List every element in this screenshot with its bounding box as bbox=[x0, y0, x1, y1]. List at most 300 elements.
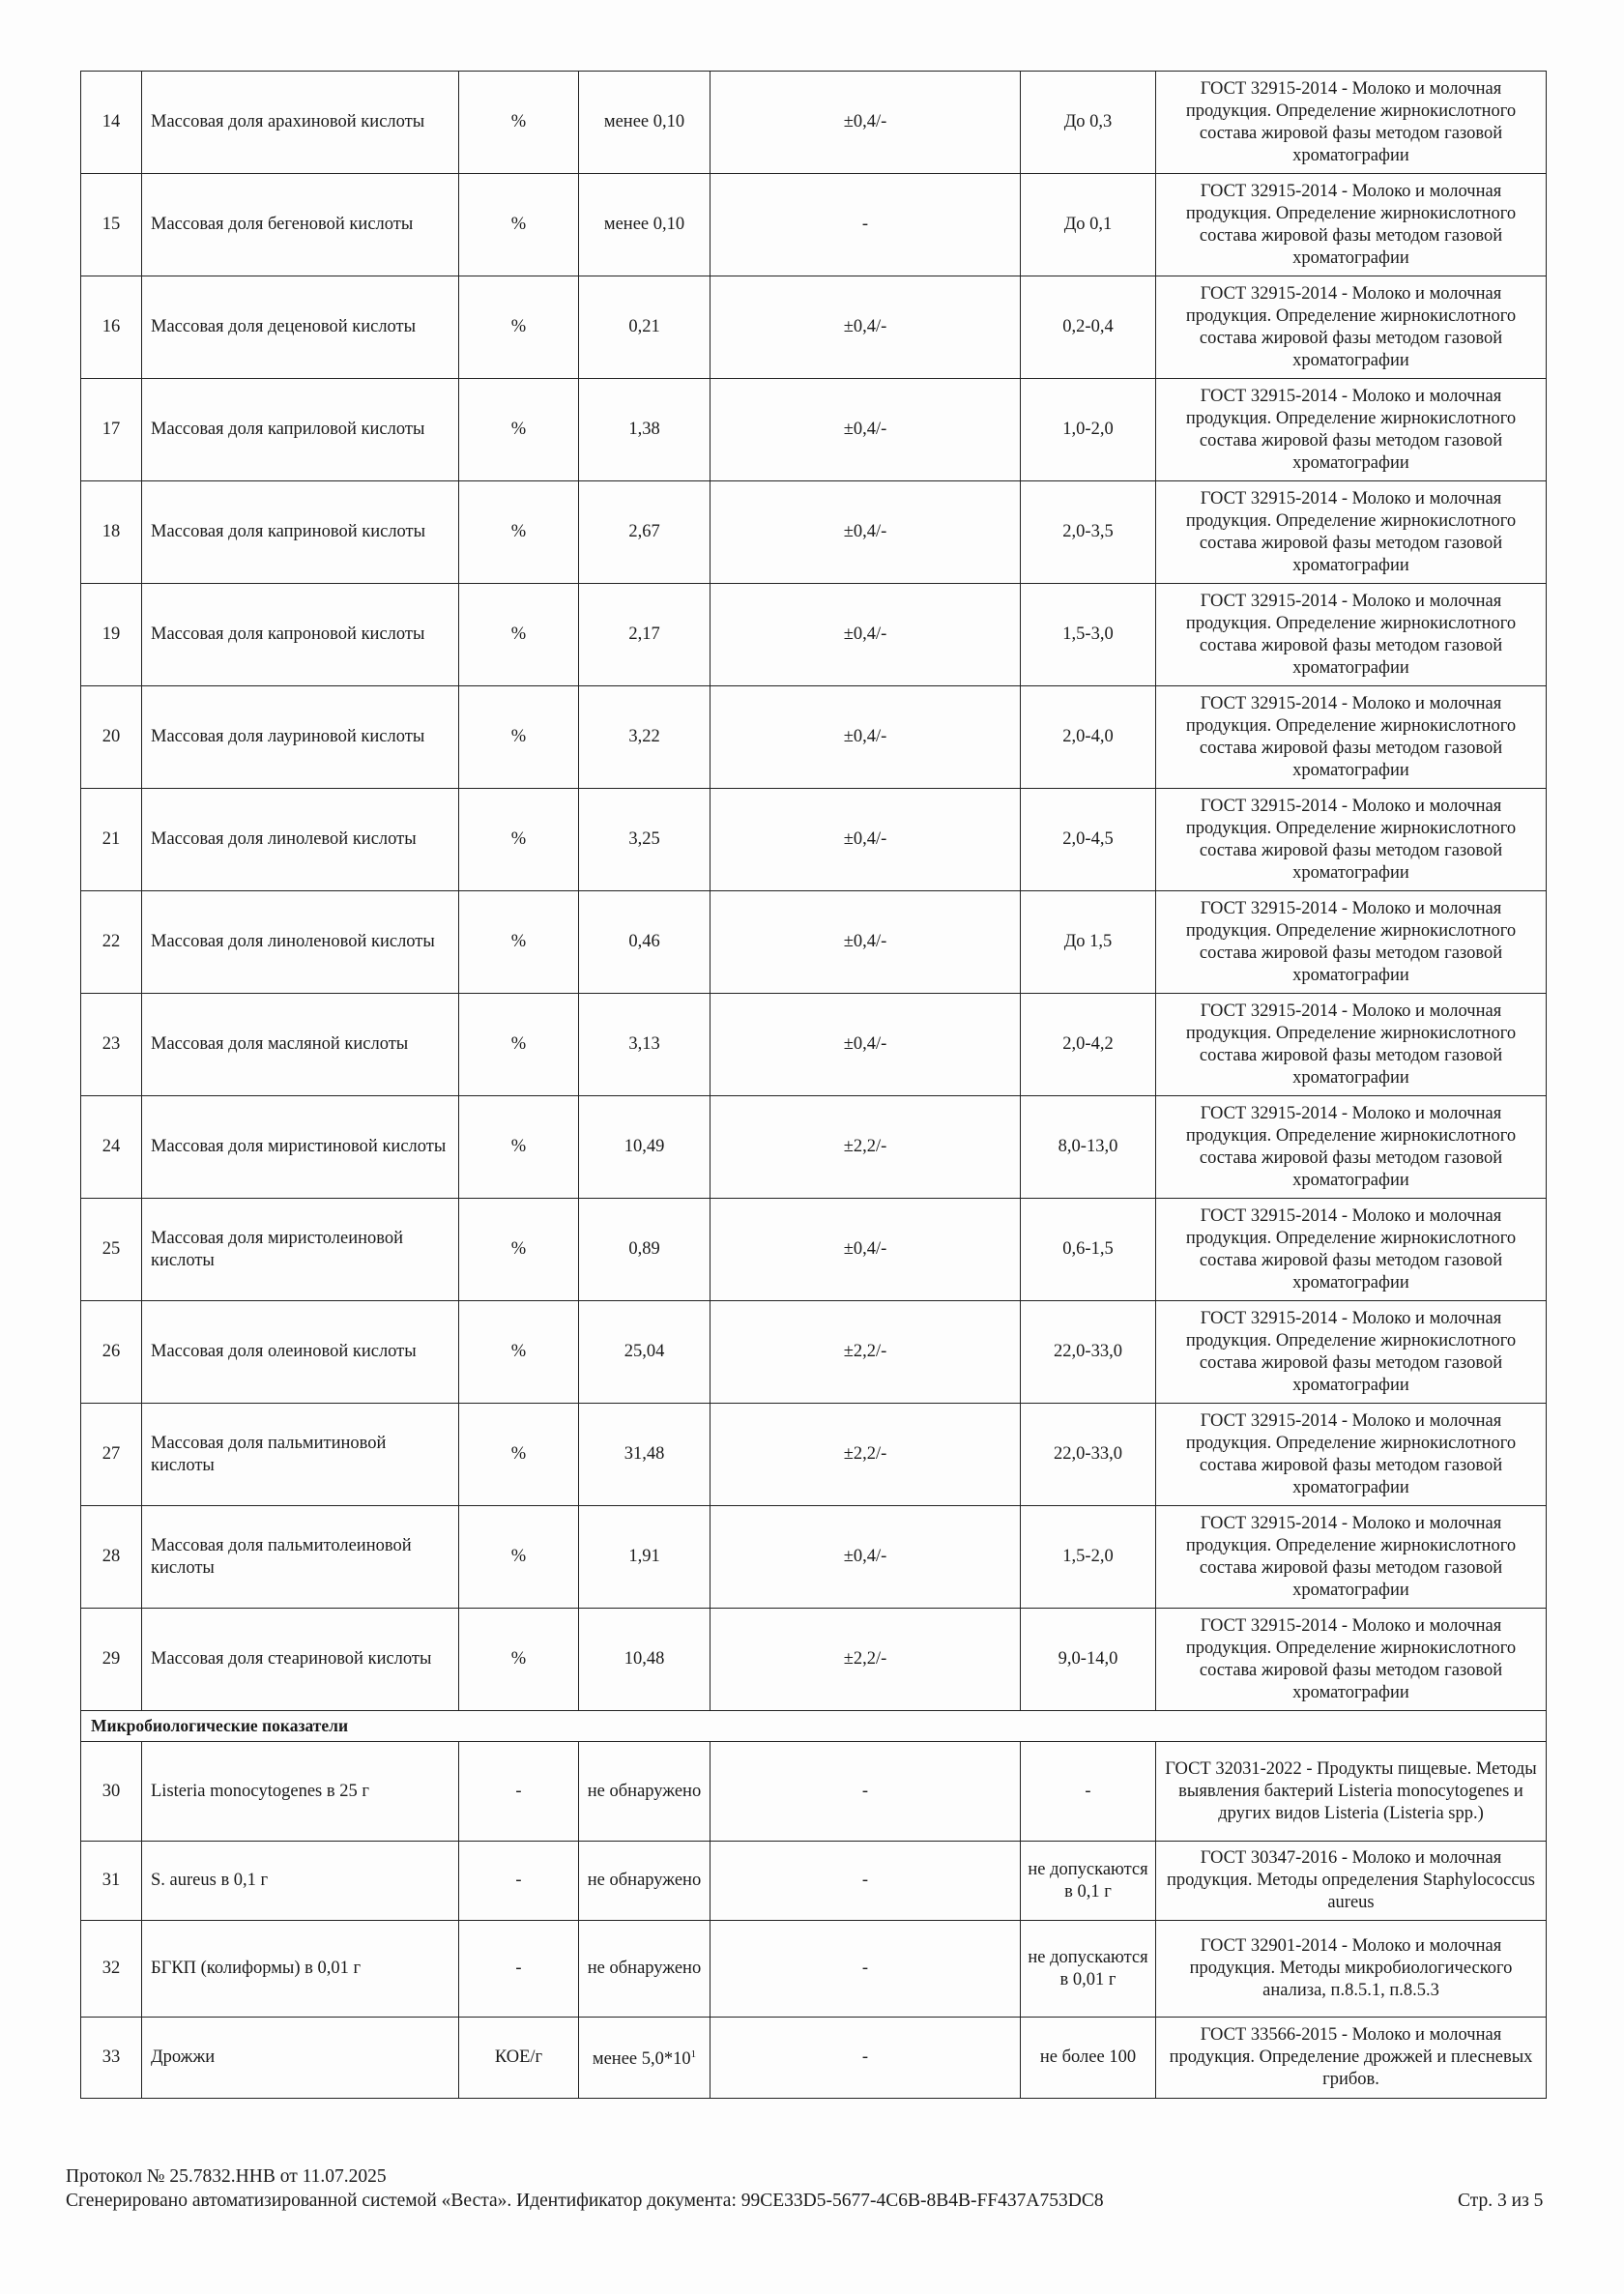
row-number bbox=[81, 2018, 142, 2099]
uncertainty bbox=[710, 1404, 1021, 1506]
uncertainty bbox=[710, 174, 1021, 276]
indicator-name bbox=[142, 1404, 459, 1506]
norm-value bbox=[1021, 379, 1156, 481]
result-value bbox=[579, 686, 710, 789]
unit-text: % bbox=[510, 1034, 527, 1054]
test-method bbox=[1156, 1842, 1547, 1921]
uncertainty-text: ±2,2/- bbox=[843, 1137, 887, 1156]
row-number bbox=[81, 1921, 142, 2018]
result-value bbox=[579, 276, 710, 379]
test-method-text: ГОСТ 32915-2014 - Молоко и молочная продукция. Определение жирнокислотного состава жировой фазы методом газовой хроматографии bbox=[1185, 488, 1517, 575]
row-number bbox=[81, 891, 142, 994]
result-value bbox=[579, 379, 710, 481]
unit bbox=[459, 1842, 579, 1921]
test-method-text: ГОСТ 32915-2014 - Молоко и молочная продукция. Определение жирнокислотного состава жировой фазы методом газовой хроматографии bbox=[1185, 1001, 1517, 1088]
row-number bbox=[81, 1404, 142, 1506]
indicator-name bbox=[142, 174, 459, 276]
test-method bbox=[1156, 1199, 1547, 1301]
result-value bbox=[579, 994, 710, 1096]
unit bbox=[459, 72, 579, 174]
indicator-name bbox=[142, 1842, 459, 1921]
test-method bbox=[1156, 174, 1547, 276]
uncertainty-text: - bbox=[861, 2047, 869, 2067]
uncertainty bbox=[710, 891, 1021, 994]
unit-text: % bbox=[510, 420, 527, 439]
norm-value-text: 9,0-14,0 bbox=[1058, 1649, 1118, 1669]
indicator-name bbox=[142, 1506, 459, 1609]
test-method-text: ГОСТ 32915-2014 - Молоко и молочная продукция. Определение жирнокислотного состава жировой фазы методом газовой хроматографии bbox=[1185, 898, 1517, 985]
result-value-text: 10,48 bbox=[624, 1649, 665, 1669]
row-number-text: 15 bbox=[102, 215, 121, 234]
uncertainty-text: ±0,4/- bbox=[843, 829, 887, 849]
result-value-text: 0,21 bbox=[628, 317, 660, 336]
norm-value bbox=[1021, 481, 1156, 584]
result-value bbox=[579, 481, 710, 584]
indicator-name-text: Массовая доля олеиновой кислоты bbox=[151, 1342, 417, 1361]
norm-value-text: не допускаются в 0,01 г bbox=[1028, 1947, 1148, 1989]
row-number bbox=[81, 994, 142, 1096]
norm-value-text: 2,0-4,0 bbox=[1062, 727, 1114, 746]
uncertainty-text: - bbox=[861, 215, 869, 234]
row-number-text: 21 bbox=[102, 829, 121, 849]
norm-value bbox=[1021, 1301, 1156, 1404]
unit bbox=[459, 2018, 579, 2099]
row-number-text: 31 bbox=[102, 1871, 121, 1890]
result-value bbox=[579, 1096, 710, 1199]
uncertainty bbox=[710, 481, 1021, 584]
indicator-name-text: Массовая доля капроновой кислоты bbox=[151, 624, 425, 644]
test-method-text: ГОСТ 32915-2014 - Молоко и молочная продукция. Определение жирнокислотного состава жировой фазы методом газовой хроматографии bbox=[1185, 78, 1517, 165]
table-row bbox=[81, 1842, 1547, 1921]
test-method-text: ГОСТ 32915-2014 - Молоко и молочная продукция. Определение жирнокислотного состава жировой фазы методом газовой хроматографии bbox=[1185, 1308, 1517, 1395]
test-method-text: ГОСТ 32915-2014 - Молоко и молочная продукция. Определение жирнокислотного состава жировой фазы методом газовой хроматографии bbox=[1185, 283, 1517, 370]
results-table bbox=[80, 71, 1547, 2099]
norm-value bbox=[1021, 1742, 1156, 1842]
table-row bbox=[81, 174, 1547, 276]
test-method bbox=[1156, 2018, 1547, 2099]
indicator-name-text: Массовая доля пальмитиновой кислоты bbox=[151, 1433, 387, 1475]
uncertainty-text: - bbox=[861, 1871, 869, 1890]
result-value-text: 31,48 bbox=[624, 1444, 665, 1464]
test-method bbox=[1156, 1506, 1547, 1609]
indicator-name-text: S. aureus в 0,1 г bbox=[151, 1871, 269, 1890]
result-value bbox=[579, 1506, 710, 1609]
unit-text: % bbox=[510, 112, 527, 131]
uncertainty bbox=[710, 276, 1021, 379]
result-value-text: 10,49 bbox=[624, 1137, 665, 1156]
test-method bbox=[1156, 276, 1547, 379]
norm-value bbox=[1021, 789, 1156, 891]
result-exponent: 1 bbox=[690, 2048, 697, 2061]
uncertainty-text: ±0,4/- bbox=[843, 112, 887, 131]
table-row bbox=[81, 891, 1547, 994]
test-method bbox=[1156, 891, 1547, 994]
indicator-name-text: Массовая доля каприловой кислоты bbox=[151, 420, 425, 439]
uncertainty bbox=[710, 584, 1021, 686]
norm-value bbox=[1021, 276, 1156, 379]
row-number-text: 22 bbox=[102, 932, 121, 951]
uncertainty-text: ±2,2/- bbox=[843, 1342, 887, 1361]
uncertainty-text: ±0,4/- bbox=[843, 317, 887, 336]
unit-text: % bbox=[510, 727, 527, 746]
unit bbox=[459, 1096, 579, 1199]
test-method-text: ГОСТ 32915-2014 - Молоко и молочная продукция. Определение жирнокислотного состава жировой фазы методом газовой хроматографии bbox=[1185, 1410, 1517, 1497]
indicator-name-text: Массовая доля масляной кислоты bbox=[151, 1034, 409, 1054]
indicator-name-text: Listeria monocytogenes в 25 г bbox=[151, 1781, 369, 1801]
test-method bbox=[1156, 789, 1547, 891]
result-value-text: 0,89 bbox=[628, 1239, 660, 1259]
norm-value bbox=[1021, 891, 1156, 994]
indicator-name-text: Массовая доля стеариновой кислоты bbox=[151, 1649, 432, 1669]
result-value-text: 3,13 bbox=[628, 1034, 660, 1054]
indicator-name-text: Массовая доля миристолеиновой кислоты bbox=[151, 1228, 404, 1270]
unit bbox=[459, 1199, 579, 1301]
table-row bbox=[81, 72, 1547, 174]
table-body bbox=[81, 72, 1547, 2099]
result-value bbox=[579, 891, 710, 994]
row-number bbox=[81, 1096, 142, 1199]
unit-text: % bbox=[510, 215, 527, 234]
table-row bbox=[81, 481, 1547, 584]
test-method-text: ГОСТ 32901-2014 - Молоко и молочная продукция. Методы микробиологического анализа, п.8.5.1, п.8.5.3 bbox=[1189, 1936, 1513, 2000]
unit bbox=[459, 686, 579, 789]
norm-value-text: не допускаются в 0,1 г bbox=[1028, 1859, 1148, 1902]
norm-value-text: 8,0-13,0 bbox=[1058, 1137, 1118, 1156]
result-value bbox=[579, 2018, 710, 2099]
row-number-text: 14 bbox=[102, 112, 121, 131]
unit-text: - bbox=[515, 1959, 522, 1978]
unit bbox=[459, 379, 579, 481]
indicator-name-text: Массовая доля миристиновой кислоты bbox=[151, 1137, 447, 1156]
table-row bbox=[81, 686, 1547, 789]
row-number-text: 30 bbox=[102, 1781, 121, 1801]
row-number bbox=[81, 379, 142, 481]
uncertainty-text: ±0,4/- bbox=[843, 727, 887, 746]
test-method bbox=[1156, 1609, 1547, 1711]
unit-text: % bbox=[510, 317, 527, 336]
unit bbox=[459, 994, 579, 1096]
row-number bbox=[81, 174, 142, 276]
row-number bbox=[81, 789, 142, 891]
result-value bbox=[579, 72, 710, 174]
table-row bbox=[81, 1742, 1547, 1842]
test-method bbox=[1156, 584, 1547, 686]
indicator-name-text: Массовая доля линоленовой кислоты bbox=[151, 932, 435, 951]
result-value bbox=[579, 1301, 710, 1404]
result-value bbox=[579, 1842, 710, 1921]
table-row bbox=[81, 994, 1547, 1096]
test-method bbox=[1156, 1301, 1547, 1404]
indicator-name-text: Массовая доля лауриновой кислоты bbox=[151, 727, 425, 746]
row-number bbox=[81, 1506, 142, 1609]
result-value-text: менее 0,10 bbox=[603, 112, 685, 131]
table-row bbox=[81, 2018, 1547, 2099]
uncertainty bbox=[710, 1096, 1021, 1199]
indicator-name-text: Массовая доля деценовой кислоты bbox=[151, 317, 417, 336]
table-row bbox=[81, 1096, 1547, 1199]
norm-value-text: 2,0-3,5 bbox=[1062, 522, 1114, 541]
test-method-text: ГОСТ 30347-2016 - Молоко и молочная продукция. Методы определения Staphylococcus aureus bbox=[1166, 1848, 1535, 1912]
uncertainty bbox=[710, 994, 1021, 1096]
unit-text: % bbox=[510, 1649, 527, 1669]
row-number-text: 24 bbox=[102, 1137, 121, 1156]
indicator-name-text: Дрожжи bbox=[151, 2047, 216, 2067]
uncertainty-text: ±2,2/- bbox=[843, 1444, 887, 1464]
test-method bbox=[1156, 1096, 1547, 1199]
unit-text: % bbox=[510, 1239, 527, 1259]
result-value bbox=[579, 1742, 710, 1842]
unit-text: КОЕ/г bbox=[494, 2047, 543, 2067]
row-number bbox=[81, 481, 142, 584]
indicator-name bbox=[142, 481, 459, 584]
row-number-text: 19 bbox=[102, 624, 121, 644]
unit bbox=[459, 1404, 579, 1506]
uncertainty bbox=[710, 72, 1021, 174]
test-method-text: ГОСТ 32915-2014 - Молоко и молочная продукция. Определение жирнокислотного состава жировой фазы методом газовой хроматографии bbox=[1185, 693, 1517, 780]
result-value-text: 3,22 bbox=[628, 727, 660, 746]
unit bbox=[459, 276, 579, 379]
uncertainty bbox=[710, 789, 1021, 891]
table-row bbox=[81, 584, 1547, 686]
indicator-name bbox=[142, 379, 459, 481]
norm-value-text: 1,5-2,0 bbox=[1062, 1547, 1114, 1566]
test-method bbox=[1156, 72, 1547, 174]
indicator-name-text: Массовая доля бегеновой кислоты bbox=[151, 215, 414, 234]
indicator-name bbox=[142, 686, 459, 789]
unit bbox=[459, 1301, 579, 1404]
norm-value-text: До 1,5 bbox=[1063, 932, 1113, 951]
uncertainty-text: ±0,4/- bbox=[843, 522, 887, 541]
table-row bbox=[81, 276, 1547, 379]
uncertainty-text: ±0,4/- bbox=[843, 420, 887, 439]
norm-value-text: - bbox=[1085, 1781, 1091, 1801]
unit-text: % bbox=[510, 829, 527, 849]
indicator-name bbox=[142, 584, 459, 686]
page-number: Стр. 3 из 5 bbox=[1458, 2191, 1544, 2211]
result-value-text: менее 0,10 bbox=[603, 215, 685, 234]
table-row bbox=[81, 1609, 1547, 1711]
uncertainty-text: ±2,2/- bbox=[843, 1649, 887, 1669]
test-method-text: ГОСТ 33566-2015 - Молоко и молочная продукция. Определение дрожжей и плесневых грибов. bbox=[1169, 2025, 1533, 2089]
table-row bbox=[81, 1301, 1547, 1404]
unit-text: % bbox=[510, 932, 527, 951]
row-number bbox=[81, 1301, 142, 1404]
norm-value bbox=[1021, 174, 1156, 276]
row-number bbox=[81, 1842, 142, 1921]
unit-text: % bbox=[510, 1137, 527, 1156]
norm-value bbox=[1021, 1096, 1156, 1199]
norm-value-text: До 0,3 bbox=[1063, 112, 1113, 131]
row-number bbox=[81, 1199, 142, 1301]
result-value bbox=[579, 789, 710, 891]
unit bbox=[459, 584, 579, 686]
result-value-text: 2,17 bbox=[628, 624, 660, 644]
indicator-name bbox=[142, 789, 459, 891]
uncertainty bbox=[710, 379, 1021, 481]
result-value-text: 1,91 bbox=[628, 1547, 660, 1566]
row-number-text: 18 bbox=[102, 522, 121, 541]
row-number bbox=[81, 1609, 142, 1711]
row-number-text: 32 bbox=[102, 1959, 121, 1978]
section-title: Микробиологические показатели bbox=[81, 1711, 1547, 1742]
indicator-name bbox=[142, 1921, 459, 2018]
norm-value-text: 1,5-3,0 bbox=[1062, 624, 1114, 644]
row-number-text: 25 bbox=[102, 1239, 121, 1259]
result-value-text: 0,46 bbox=[628, 932, 660, 951]
table-row bbox=[81, 1199, 1547, 1301]
indicator-name-text: Массовая доля каприновой кислоты bbox=[151, 522, 426, 541]
row-number-text: 20 bbox=[102, 727, 121, 746]
unit bbox=[459, 1742, 579, 1842]
indicator-name bbox=[142, 1609, 459, 1711]
unit bbox=[459, 891, 579, 994]
uncertainty-text: - bbox=[861, 1781, 869, 1801]
result-value-text: 2,67 bbox=[628, 522, 660, 541]
indicator-name-text: Массовая доля линолевой кислоты bbox=[151, 829, 417, 849]
result-value-text: 1,38 bbox=[628, 420, 660, 439]
row-number-text: 23 bbox=[102, 1034, 121, 1054]
table-row bbox=[81, 1506, 1547, 1609]
norm-value bbox=[1021, 1506, 1156, 1609]
table-row bbox=[81, 1404, 1547, 1506]
indicator-name-text: БГКП (колиформы) в 0,01 г bbox=[151, 1959, 362, 1978]
result-value bbox=[579, 1199, 710, 1301]
row-number-text: 16 bbox=[102, 317, 121, 336]
table-row bbox=[81, 1921, 1547, 2018]
norm-value-text: 2,0-4,2 bbox=[1062, 1034, 1114, 1054]
row-number bbox=[81, 686, 142, 789]
row-number-text: 29 bbox=[102, 1649, 121, 1669]
norm-value bbox=[1021, 1609, 1156, 1711]
uncertainty-text: ±0,4/- bbox=[843, 1547, 887, 1566]
unit bbox=[459, 1921, 579, 2018]
result-value bbox=[579, 1609, 710, 1711]
row-number-text: 17 bbox=[102, 420, 121, 439]
unit bbox=[459, 789, 579, 891]
indicator-name bbox=[142, 994, 459, 1096]
indicator-name bbox=[142, 72, 459, 174]
unit-text: % bbox=[510, 624, 527, 644]
document-identifier: Сгенерировано автоматизированной системой «Веста». Идентификатор документа: 99CE33D5-5677-4C6B-8B4B-FF437A753DC8 bbox=[66, 2191, 1104, 2211]
unit-text: - bbox=[515, 1781, 522, 1801]
unit-text: % bbox=[510, 522, 527, 541]
norm-value-text: 22,0-33,0 bbox=[1054, 1342, 1122, 1361]
indicator-name bbox=[142, 891, 459, 994]
table-row bbox=[81, 379, 1547, 481]
row-number bbox=[81, 584, 142, 686]
table-row bbox=[81, 789, 1547, 891]
result-value-text: не обнаружено bbox=[587, 1781, 702, 1801]
test-method-text: ГОСТ 32915-2014 - Молоко и молочная продукция. Определение жирнокислотного состава жировой фазы методом газовой хроматографии bbox=[1185, 1513, 1517, 1600]
test-method-text: ГОСТ 32915-2014 - Молоко и молочная продукция. Определение жирнокислотного состава жировой фазы методом газовой хроматографии bbox=[1185, 796, 1517, 883]
uncertainty-text: ±0,4/- bbox=[843, 932, 887, 951]
uncertainty-text: - bbox=[861, 1959, 869, 1978]
test-method-text: ГОСТ 32915-2014 - Молоко и молочная продукция. Определение жирнокислотного состава жировой фазы методом газовой хроматографии bbox=[1185, 1103, 1517, 1190]
result-value bbox=[579, 1404, 710, 1506]
test-method-text: ГОСТ 32915-2014 - Молоко и молочная продукция. Определение жирнокислотного состава жировой фазы методом газовой хроматографии bbox=[1185, 1205, 1517, 1292]
row-number-text: 33 bbox=[102, 2047, 121, 2067]
uncertainty bbox=[710, 1742, 1021, 1842]
indicator-name bbox=[142, 1301, 459, 1404]
uncertainty-text: ±0,4/- bbox=[843, 1239, 887, 1259]
norm-value bbox=[1021, 1842, 1156, 1921]
result-value-text: не обнаружено bbox=[587, 1959, 702, 1978]
uncertainty bbox=[710, 1609, 1021, 1711]
unit-text: % bbox=[510, 1342, 527, 1361]
test-method-text: ГОСТ 32915-2014 - Молоко и молочная продукция. Определение жирнокислотного состава жировой фазы методом газовой хроматографии bbox=[1185, 181, 1517, 268]
row-number bbox=[81, 72, 142, 174]
norm-value bbox=[1021, 2018, 1156, 2099]
indicator-name-text: Массовая доля арахиновой кислоты bbox=[151, 112, 425, 131]
norm-value bbox=[1021, 994, 1156, 1096]
indicator-name bbox=[142, 276, 459, 379]
unit-text: % bbox=[510, 1547, 527, 1566]
test-method bbox=[1156, 481, 1547, 584]
unit-text: - bbox=[515, 1871, 522, 1890]
test-method-text: ГОСТ 32915-2014 - Молоко и молочная продукция. Определение жирнокислотного состава жировой фазы методом газовой хроматографии bbox=[1185, 386, 1517, 473]
result-value-text: 3,25 bbox=[628, 829, 660, 849]
row-number bbox=[81, 1742, 142, 1842]
row-number-text: 27 bbox=[102, 1444, 121, 1464]
norm-value bbox=[1021, 1404, 1156, 1506]
uncertainty-text: ±0,4/- bbox=[843, 1034, 887, 1054]
unit-text: % bbox=[510, 1444, 527, 1464]
test-method-text: ГОСТ 32915-2014 - Молоко и молочная продукция. Определение жирнокислотного состава жировой фазы методом газовой хроматографии bbox=[1185, 1615, 1517, 1702]
test-method-text: ГОСТ 32031-2022 - Продукты пищевые. Методы выявления бактерий Listeria monocytogenes и других видов Listeria (Listeria spp.) bbox=[1165, 1758, 1537, 1823]
norm-value-text: не более 100 bbox=[1039, 2047, 1137, 2067]
test-method-text: ГОСТ 32915-2014 - Молоко и молочная продукция. Определение жирнокислотного состава жировой фазы методом газовой хроматографии bbox=[1185, 591, 1517, 678]
norm-value bbox=[1021, 72, 1156, 174]
norm-value bbox=[1021, 1921, 1156, 2018]
row-number bbox=[81, 276, 142, 379]
uncertainty-text: ±0,4/- bbox=[843, 624, 887, 644]
test-method bbox=[1156, 379, 1547, 481]
norm-value-text: 1,0-2,0 bbox=[1062, 420, 1114, 439]
norm-value bbox=[1021, 584, 1156, 686]
uncertainty bbox=[710, 1199, 1021, 1301]
result-value-text: не обнаружено bbox=[587, 1871, 702, 1890]
indicator-name bbox=[142, 1199, 459, 1301]
norm-value bbox=[1021, 686, 1156, 789]
norm-value-text: 0,6-1,5 bbox=[1062, 1239, 1114, 1259]
test-method bbox=[1156, 1404, 1547, 1506]
norm-value-text: До 0,1 bbox=[1063, 215, 1113, 234]
result-value-text: 25,04 bbox=[624, 1342, 665, 1361]
uncertainty bbox=[710, 1921, 1021, 2018]
indicator-name-text: Массовая доля пальмитолеиновой кислоты bbox=[151, 1535, 412, 1578]
norm-value bbox=[1021, 1199, 1156, 1301]
unit bbox=[459, 1506, 579, 1609]
result-value bbox=[579, 174, 710, 276]
indicator-name bbox=[142, 1096, 459, 1199]
row-number-text: 28 bbox=[102, 1547, 121, 1566]
row-number-text: 26 bbox=[102, 1342, 121, 1361]
test-method bbox=[1156, 994, 1547, 1096]
indicator-name bbox=[142, 2018, 459, 2099]
result-value-text: менее 5,0*10 bbox=[592, 2049, 691, 2070]
uncertainty bbox=[710, 1301, 1021, 1404]
unit bbox=[459, 481, 579, 584]
section-header bbox=[81, 1711, 1547, 1742]
indicator-name bbox=[142, 1742, 459, 1842]
result-value bbox=[579, 584, 710, 686]
norm-value-text: 0,2-0,4 bbox=[1062, 317, 1114, 336]
uncertainty bbox=[710, 1842, 1021, 1921]
uncertainty bbox=[710, 1506, 1021, 1609]
unit bbox=[459, 1609, 579, 1711]
uncertainty bbox=[710, 686, 1021, 789]
test-method bbox=[1156, 1921, 1547, 2018]
